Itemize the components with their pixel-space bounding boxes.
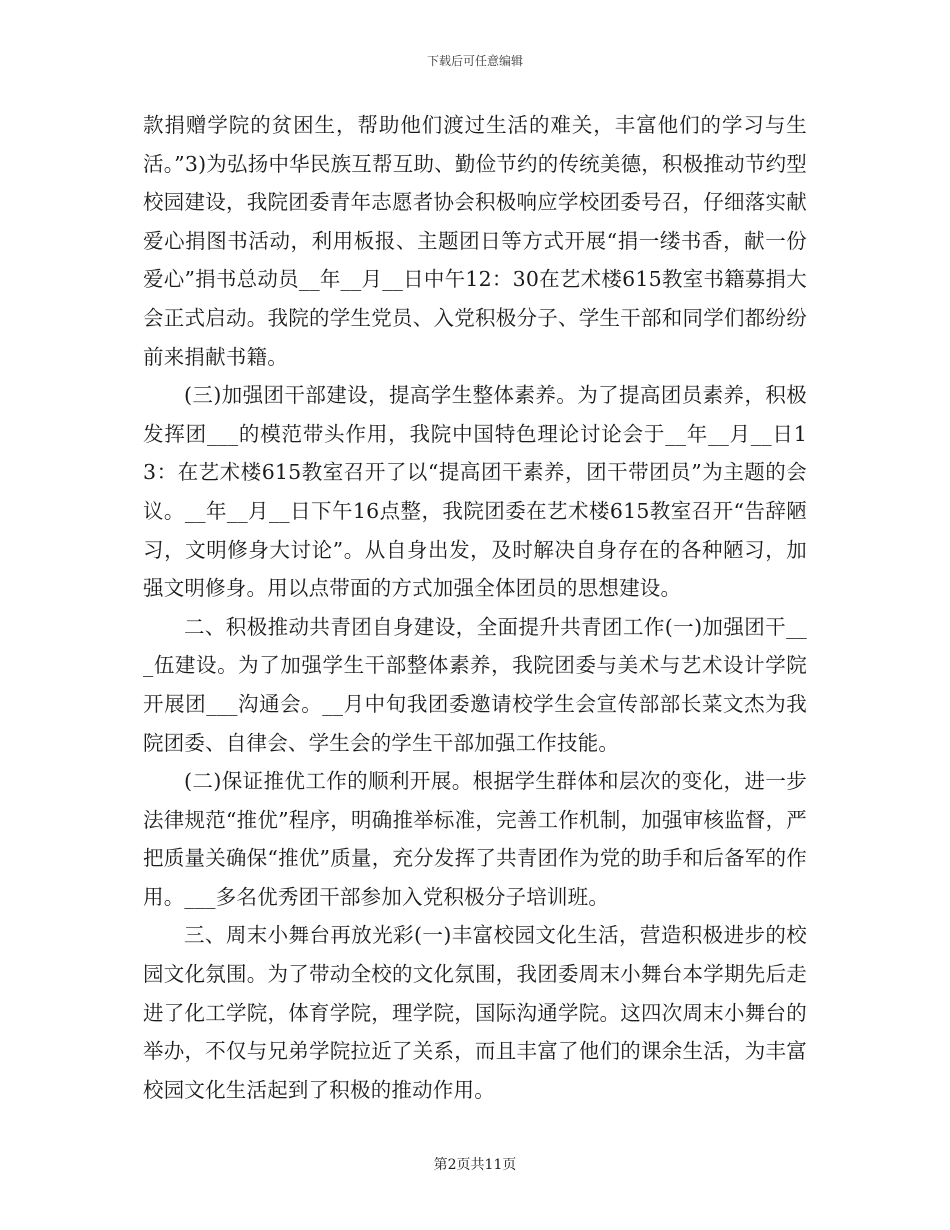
paragraph-part-3: 三、周末小舞台再放光彩(一)丰富校园文化生活，营造积极进步的校园文化氛围。为了带动全校的文化氛围，我团委周末小舞台本学期先后走进了化工学院，体育学院，理学院，国际沟通学院。这四次周末小舞台的举办，不仅与兄弟学院拉近了关系，而且丰富了他们的课余生活，为丰富校园文化生活起到了积极的推动作用。 [143, 923, 807, 1102]
paragraph-recommendation: (二)保证推优工作的顺利开展。根据学生群体和层次的变化，进一步法律规范“推优”程序，明确推举标准，完善工作机制，加强审核监督，严把质量关确保“推优”质量，充分发挥了共青团作为党的助手和后备军的作用。___多名优秀团干部参加入党积极分子培训班。 [143, 769, 807, 909]
paragraph-section-3: (三)加强团干部建设，提高学生整体素养。为了提高团员素养，积极发挥团___的模范带头作用，我院中国特色理论讨论会于__年__月__日13：在艺术楼615教室召开了以“提高团干素养，团干带团员”为主题的会议。__年__月__日下午16点整，我院团委在艺术楼615教室召开“告辞陋习，文明修身大讨论”。从自身出发，及时解决自身存在的各种陋习，加强文明修身。用以点带面的方式加强全体团员的思想建设。 [143, 383, 807, 601]
paragraph-part-2: 二、积极推动共青团自身建设，全面提升共青团工作(一)加强团干___伍建设。为了加强学生干部整体素养，我院团委与美术与艺术设计学院开展团___沟通会。__月中旬我团委邀请校学生会宣传部部长菜文杰为我院团委、自律会、学生会的学生干部加强工作技能。 [143, 614, 807, 755]
paragraph-continuation: 款捐赠学院的贫困生，帮助他们渡过生活的难关，丰富他们的学习与生活。”3)为弘扬中华民族互帮互助、勤俭节约的传统美德，积极推动节约型校园建设，我院团委青年志愿者协会积极响应学校团委号召，仔细落实献爱心捐图书活动，利用板报、主题团日等方式开展“捐一缕书香，献一份爱心”捐书总动员__年__月__日中午12：30在艺术楼615教室书籍募捐大会正式启动。我院的学生党员、入党积极分子、学生干部和同学们都纷纷前来捐献书籍。 [143, 113, 807, 369]
page-number: 第2页共11页 [433, 1157, 517, 1173]
header-note: 下载后可任意编辑 [426, 54, 523, 68]
document-body [143, 106, 807, 1109]
